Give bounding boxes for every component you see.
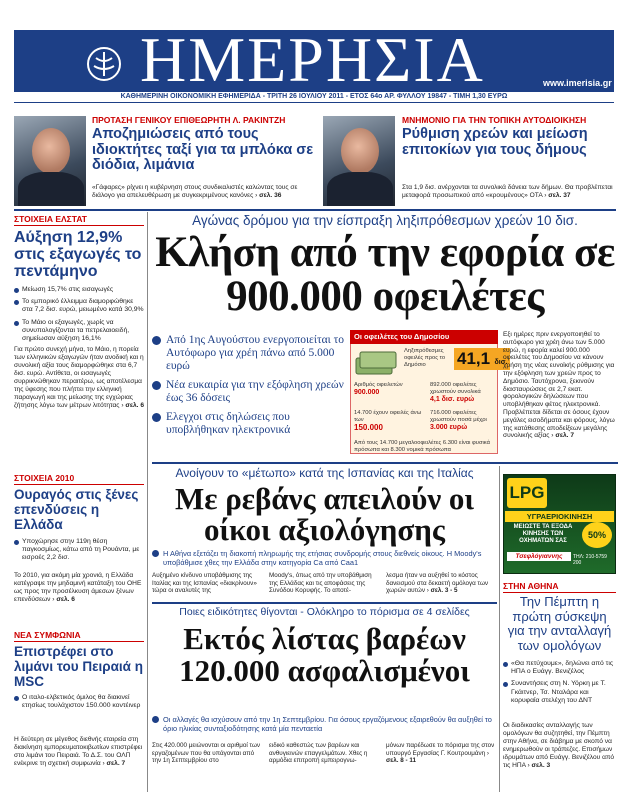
story2-col3: λεσμα ήταν να αυξηθεί το κόστος δανεισμού στα δεκαετή ομόλογα των χωρών αυτών › σελ. 3 - 5 [386,572,489,595]
infographic-big-value-box [454,348,510,370]
column-divider [147,212,148,792]
divider [14,209,616,211]
infographic-big-unit: δισ. [494,359,508,366]
ad-brand: LPG [507,478,547,508]
top-right-body: Στα 1,9 δισ. ανέρχονται τα συνολικά δάνεια των δήμων. Θα προβλέπεται μεταφορά προσωπικού από «κρουμένους» ΟΤΑ › σελ. 37 [402,184,613,199]
left3-body: Η δεύτερη σε μέγεθος διεθνής εταιρεία στη διακίνηση εμπορευματοκιβωτίων επιστρέφει στο λιμάνι του Πειραιά. Το Δ.Σ. του ΟΛΠ ενέκρινε τη σχετική συμφωνία › σελ. 7 [14,736,143,767]
story3-col1: Στις 420.000 μειώνονται οι αριθμοί των εργαζομένων που θα υπάγονται από την 1η Σεπτεμβρίου στο [152,742,261,765]
ad-offer: ΜΕΙΩΣΤΕ ΤΑ ΕΞΟΔΑ ΚΙΝΗΣΗΣ ΤΩΝ ΟΧΗΜΑΤΩΝ ΣΑΣ [513,524,573,544]
list-item: Ο ιταλο-ελβετικός όμιλος θα διακινεί ετησίως τουλάχιστον 150.000 κοντέινερ [14,694,144,710]
list-item: «Θα πετύχουμε», δηλώνει από τις ΗΠΑ ο Ευάγγ. Βενιζέλος [503,660,616,676]
story3-lead: Οι αλλαγές θα ισχύσουν από την 1η Σεπτεμβρίου. Για όσους εργαζόμενους εξαιρεθούν θα αυξηθεί το όριο ηλικίας συνταξιοδότησης κατά μία πενταετία [152,715,497,733]
infographic-footnote: Από τους 14.700 μεγαλοοφειλέτες 6.300 είναι φυσικά πρόσωπα και 8.300 νομικά πρόσωπα [354,440,490,453]
story3-col2: ειδικό καθεστώς των βαρέων και ανθυγιεινών επαγγελμάτων. Χθες η αρμόδια επιτροπή εμπειρογνω- [269,742,368,765]
main-headline[interactable]: Κλήση από την εφορία σε 900.000 οφειλέτες [155,229,615,320]
left3-headline[interactable]: Επιστρέφει στο λιμάνι του Πειραιά η MSC [14,644,143,689]
ad-tagline: ΥΓΡΑΕΡΙΟΚΙΝΗΣΗ [505,511,614,522]
divider [152,462,618,464]
athens-headline[interactable]: Την Πέμπτη η πρώτη σύσκεψη για την ανταλλαγή των ομολόγων [507,594,612,653]
masthead-title: ΗΜΕΡΗΣΙΑ [140,24,485,95]
left1-kicker: ΣΤΟΙΧΕΙΑ ΕΛΣΤΑΤ [14,214,144,226]
dateline: ΚΑΘΗΜΕΡΙΝΗ ΟΙΚΟΝΟΜΙΚΗ ΕΦΗΜΕΡΙΔΑ - ΤΡΙΤΗ 26 ΙΟΥΛΙΟΥ 2011 - ΕΤΟΣ 64ο ΑΡ. ΦΥΛΛΟΥ 19847 - ΤΙΜΗ 1,30 ΕΥΡΩ [14,93,614,103]
athens-kicker: ΣΤΗΝ ΑΘΗΝΑ [503,581,616,593]
main-subtitle: Αγώνας δρόμου για την είσπραξη ληξιπρόθεσμων χρεών 10 δισ. [192,213,578,228]
story2-lead: Η Αθήνα εξετάζει τη διακοπή πληρωμής της ετήσιας συνδρομής στους διεθνείς οίκους. Η Moody's υποβάθμισε χθες την Ελλάδα στην κατηγορία Ca από Caa1 [152,549,497,567]
left2-headline[interactable]: Ουραγός στις ξένες επενδύσεις η Ελλάδα [14,487,139,532]
list-item: Το εμπορικό έλλειμμα διαμορφώθηκε στα 7,2 δισ. ευρώ, μειωμένο κατά 30,9% [14,298,144,314]
left3-bullets [14,694,144,710]
top-left-headline[interactable]: Αποζημιώσεις από τους ιδιοκτήτες ταξί για τα μπλόκα σε διόδια, λιμάνια [92,126,314,173]
story2-col2: Moody's, όπως από την υποβάθμιση της Ελλάδας και τις αποφάσεις της Συνόδου Κορυφής. Το αποτέ- [269,572,372,595]
left1-headline[interactable]: Αύξηση 12,9% στις εξαγωγές το πεντάμηνο [14,229,142,280]
athens-bullets [503,660,616,705]
main-bullets [152,334,347,437]
infographic-big-label: Ληξιπρόθεσμες οφειλές προς το Δημόσιο [404,348,446,368]
infographic-big-value: 41,1 [457,349,491,368]
ad-phone: ΤΗΛ: 210-5759 200 [573,554,607,566]
story3-subtitle: Ποιες ειδικότητες θίγονται - Ολόκληρο το πόρισμα σε 4 σελίδες [179,606,470,618]
left2-kicker: ΣΤΟΙΧΕΙΑ 2010 [14,473,144,485]
main-body: Εξι ημέρες πριν ενεργοποιηθεί το αυτόφωρο για χρέη άνω των 5.000 ευρώ, η εφορία καλεί 900.000 οφειλέτες του Δημοσίου να κάνουν χρήση της νέας ευνοϊκής ρύθμισης για την εξόφληση των χρεών προς το Δημόσιο. Ταυτόχρονα, ξεκινούν διασταυρώσεις σε 2,7 εκατ. φορολογικών δηλώσεων που υποβλήθηκαν φέτος ηλεκτρονικά. Προβλέπεται δίδεται σε όσους έχουν μεγάλες εισοδήματα και φόρους, λόγω της κατάθεσης απoδείξεων μεγάλης συνολικής αξίας › σελ. 7 [503,331,615,440]
top-right-kicker: ΜΝΗΜΟΝΙΟ ΓΙΑ ΤΗΝ ΤΟΠΙΚΗ ΑΥΤΟΔΙΟΙΚΗΣΗ [402,115,587,125]
photo-official [14,116,86,206]
ad-percent: 50% [582,522,612,548]
masthead-site[interactable]: www.imerisia.gr [543,78,612,88]
infographic-item: 716.000 οφειλέτες χρωστούν ποσά μέχρι 3.000 ευρώ [430,410,487,431]
left1-bullets [14,286,144,343]
top-left-kicker: ΠΡΟΤΑΣΗ ΓΕΝΙΚΟΥ ΕΠΙΘΕΩΡΗΤΗ Λ. ΡΑΚΙΝΤΖΗ [92,115,286,125]
money-icon [354,348,398,376]
infographic-item: 892.000 οφειλέτες χρωστούν συνολικά 4,1 δισ. ευρώ [430,382,481,403]
story2-col1: Αυξημένο κίνδυνο υποβάθμισης της Ιταλίας και της Ισπανίας «διακρίνουν» τώρα οι αναλυτές της [152,572,257,595]
list-item: Από 1ης Αυγούστου ενεργοποιείται το Αυτόφωρο για χρέη πάνω από 5.000 ευρώ [152,334,347,373]
list-item: Ελεγχοι στις δηλώσεις που υποβλήθηκαν ηλεκτρονικά [152,411,347,437]
story2-headline[interactable]: Με ρεβάνς απειλούν οι οίκοι αξιολόγησης [174,481,475,547]
left2-bullets [14,538,144,563]
athens-body: Οι διαδικασίες ανταλλαγής των ομολόγων θα συζητηθεί, την Πέμπτη στην Αθήνα, σε διάβημα με σκοπό να ενημερωθούν οι τράπεζες. Επισήμων ιδρυμάτων από Ευάγγ. Βενιζέλου από τις ΗΠΑ › σελ. 3 [503,722,615,769]
infographic-title: Οι οφειλέτες του Δημοσίου [350,330,498,344]
list-item: Μείωση 15,7% στις εισαγωγές [14,286,144,294]
infographic-item: 14.700 έχουν οφειλές άνω των 150.000 [354,410,422,432]
list-item: Υποχώρησε στην 119η θέση παγκοσμίως, κάτω από τη Ρουάντα, με εισροές 2,2 δισ. [14,538,144,563]
left3-kicker: ΝΕΑ ΣΥΜΦΩΝΙΑ [14,630,144,642]
story2-subtitle: Ανοίγουν το «μέτωπο» κατά της Ισπανίας και της Ιταλίας [175,466,474,480]
list-item: Συναντήσεις στη Ν. Υόρκη με Τ. Γκάιτνερ, Τσ. Νταλάρα και κορυφαία στελέχη του ΔΝΤ [503,680,616,705]
story3-headline[interactable]: Εκτός λίστας βαρέων 120.000 ασφαλισμένοι [179,621,470,688]
top-right-headline[interactable]: Ρύθμιση χρεών και μείωση επιτοκίων για τους δήμους [402,126,588,158]
logo-icon [84,46,124,82]
top-left-body: «Γάφαρες» ρίχνει η κυβέρνηση στους συνδικαλιστές καλώντας τους σε διάλογο για απελευθέρωση με συγκεκριμένους κανόνες › σελ. 36 [92,184,298,199]
divider [152,602,497,604]
list-item: Νέα ευκαιρία για την εξόφληση χρεών έως 36 δόσεις [152,379,347,405]
story3-col3: μόνων παρέδωσε το πόρισμα της στον υπουργό Εργασίας Γ. Κουτρουμάνη › σελ. 8 - 11 [386,742,495,765]
photo-minister [323,116,395,206]
infographic-item: Αριθμός οφειλετών 900.000 [354,382,403,396]
ad-company: Τσεφλόγιαννης [507,552,571,561]
left1-body: Για πρώτο συνεχή μήνα, το Μάιο, η πορεία των ελληνικών εξαγωγών ήταν ανοδική και η συνολική αξία τους διαμορφώθηκε στα 6,7 δισ. ευρώ. Αντίθετα, οι εισαγωγές συρρικνώθηκαν περαιτέρω, ως αποτέλεσμα της ύφεσης που πλήττει την ελληνική παραγωγή και της μείωσης της εγχώριας ζήτησης λόγω των μέτρων λιτότητας › σελ. 6 [14,346,144,409]
list-item: Το Μάιο οι εξαγωγές, χωρίς να συνυπολογίζονται τα πετρελαιοειδή, σημείωσαν αύξηση 16,1% [14,319,144,344]
column-divider [499,466,500,792]
left2-body: Το 2010, για ακόμη μία χρονιά, η Ελλάδα κατέγραψε την μηδαμινή κατάταξη του ΟΗΕ ως προς την προσέλκυση άμεσων ξένων επενδύσεων › σελ. 6 [14,572,142,603]
